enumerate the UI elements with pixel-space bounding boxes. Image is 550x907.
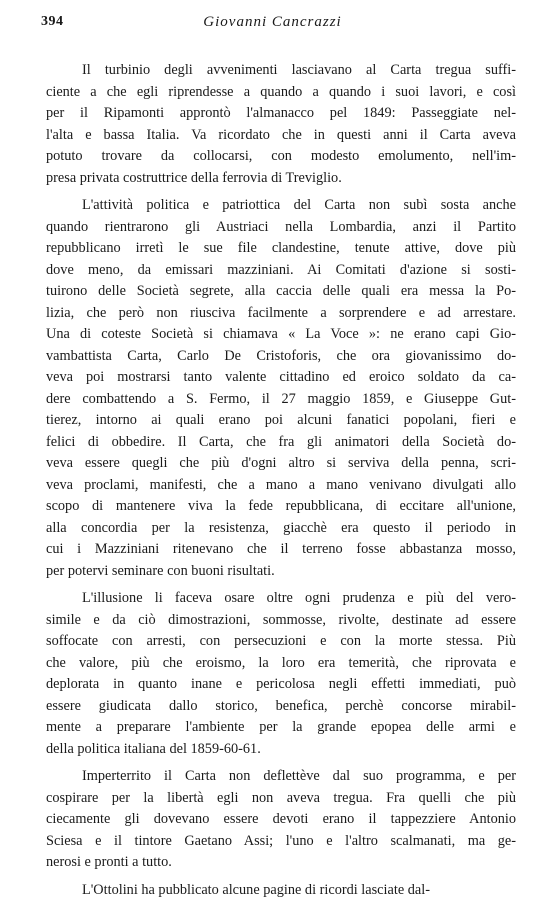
text-line: felici di obbedire. Il Carta, che fra gli animatori della Società do- — [46, 433, 516, 450]
text-line: per il Ripamonti approntò l'almanacco pel 1849: Passeggiate nel- — [46, 105, 516, 121]
text-line: L'Ottolini ha pubblicato alcune pagine di ricordi lasciate dal- — [82, 881, 430, 898]
text-line: Una di coteste Società si chiamava « La Voce »: ne erano capi Gio- — [46, 326, 516, 342]
body-text — [46, 60, 516, 907]
paragraph — [46, 766, 516, 874]
paragraph — [46, 880, 516, 902]
text-line: soffocate con arresti, con persecuzioni e con la morte stessa. Più — [46, 633, 516, 649]
text-line: veva essere quegli che più d'ogni altro si serviva della penna, scri- — [46, 455, 516, 471]
text-line: per potervi seminare con buoni risultati. — [46, 562, 275, 579]
text-line: cui i Mazziniani ritenevano che il terreno fosse abbastanza mosso, — [46, 541, 516, 557]
text-line: tuirono delle Società segrete, alla caccia delle quali era messa la Po- — [46, 283, 516, 299]
text-line: Il turbinio degli avvenimenti lasciavano al Carta tregua suffi- — [82, 62, 516, 78]
text-line: tierez, intorno ai quali erano poi alcuni fanatici popolani, fieri e — [46, 412, 516, 428]
text-line: Sciesa e il tintore Gaetano Assi; l'uno e l'altro scalmanati, ma ge- — [46, 832, 516, 849]
text-line: cospirare per la libertà egli non aveva tregua. Fra quelli che più — [46, 789, 516, 806]
text-line: quando rientrarono gli Austriaci nella Lombardia, anzi il Partito — [46, 218, 516, 235]
text-line: l'alta e bassa Italia. Va ricordato che in questi anni il Carta aveva — [46, 126, 516, 143]
text-line: essere giudicata dallo storico, benefica, perchè concorse mirabil- — [46, 697, 516, 714]
running-head: Giovanni Cancrazzi — [203, 14, 342, 30]
text-line: scopo di mantenere viva la fede repubblicana, di eccitare all'unione, — [46, 498, 516, 514]
text-line: dere combattendo a S. Fermo, il 27 maggio 1859, e Giuseppe Gut- — [46, 390, 516, 407]
text-line: nerosi e pronti a tutto. — [46, 854, 172, 870]
text-line: veva proclami, manifesti, che a mano a mano venivano divulgati allo — [46, 476, 516, 493]
text-line: simile e da ciò dimostrazioni, sommosse, rivolte, destinate ad essere — [46, 611, 516, 628]
text-line: veva poi mostrarsi tanto valente cittadino ed eroico soldato da ca- — [46, 369, 516, 385]
paragraph — [46, 195, 516, 582]
text-line: ciente a che egli riprendesse a quando a quando i suoi lavori, e così — [46, 83, 516, 100]
text-line: L'attività politica e patriottica del Carta non subì sosta anche — [82, 197, 516, 213]
text-line: repubblicano irretì le sue file clandestine, tenute attive, dove più — [46, 240, 516, 256]
text-line: deplorata in quanto inane e pericolosa negli effetti immediati, può — [46, 676, 516, 692]
paragraph — [46, 60, 516, 189]
text-line: vambattista Carta, Carlo De Cristoforis, che ora giovanissimo do- — [46, 347, 516, 364]
text-line: presa privata costruttrice della ferrovia di Treviglio. — [46, 169, 342, 186]
text-line: mente a preparare l'ambiente per la grande epopea delle armi e — [46, 719, 516, 735]
text-line: L'illusione li faceva osare oltre ogni prudenza e più del vero- — [82, 590, 516, 606]
text-line: Imperterrito il Carta non deflettève dal suo programma, e per — [82, 768, 516, 784]
page-header — [41, 14, 504, 36]
text-line: lizia, che però non riusciva facilmente a sorprendere e ad arrestare. — [46, 304, 516, 321]
text-line: ciecamente gli dovevano essere devoti erano il tappezziere Antonio — [46, 811, 516, 827]
text-line: della politica italiana del 1859-60-61. — [46, 740, 261, 757]
page-number: 394 — [41, 14, 64, 29]
text-line: potuto trovare da collocarsi, con modesto emolumento, nell'im- — [46, 148, 516, 164]
text-line: alla concordia per la resistenza, giacchè era questo il periodo in — [46, 519, 516, 536]
paragraph — [46, 588, 516, 760]
text-line: dove meno, da emissari mazziniani. Ai Comitati d'azione si sosti- — [46, 261, 516, 278]
text-line: che valore, più che eroismo, la loro era temerità, che riprovata e — [46, 654, 516, 671]
